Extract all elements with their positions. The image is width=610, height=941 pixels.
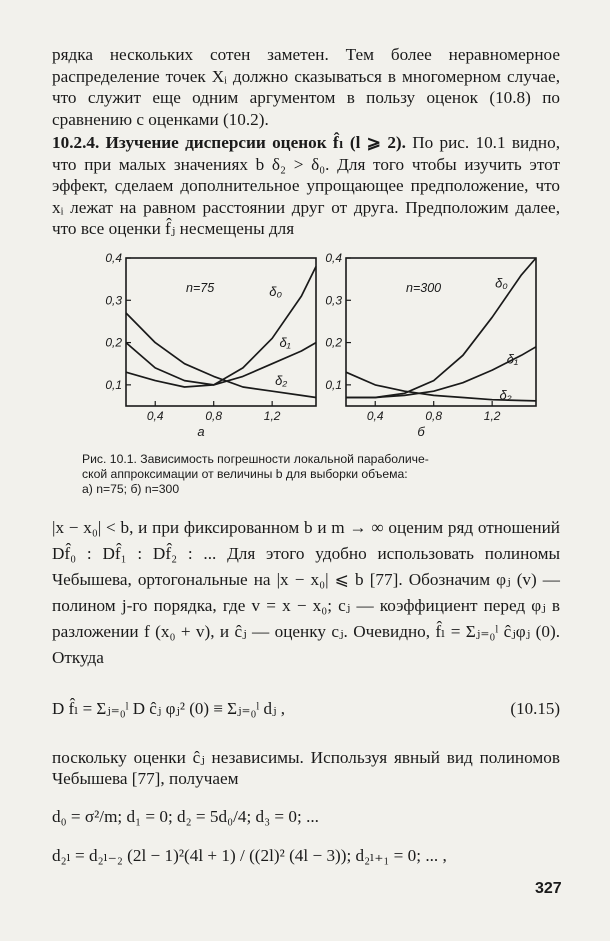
formula-1: d₀ = σ²/m; d₁ = 0; d₂ = 5d₀/4; d₃ = 0; ... xyxy=(52,806,319,826)
y-tick-label: 0,3 xyxy=(325,292,342,307)
plot-frame xyxy=(126,258,316,406)
paragraph-4: поскольку оценки ĉⱼ независимы. Используя явный вид полиномов Чебышева [77], получаем xyxy=(52,747,560,788)
figure-caption xyxy=(82,452,522,497)
section-heading: 10.2.4. Изучение дисперсии оценок f̂ₗ (l ⩾ 2). xyxy=(52,133,406,152)
series-label: δ₂ xyxy=(275,372,288,388)
paragraph-1: рядка нескольких сотен заметен. Тем более неравномерное распределение точек Xᵢ должно сказываться в многомерном случае, что служит еще одним аргументом в пользу оценок (10.8) по сравнению с оценками (10.2). xyxy=(52,45,560,129)
chart-title: n=75 xyxy=(186,280,215,295)
page-number: 327 xyxy=(535,880,562,897)
chart-b xyxy=(306,250,556,446)
equation-text: D f̂ₗ = Σⱼ₌₀ˡ D ĉⱼ φⱼ² (0) ≡ Σⱼ₌₀ˡ dⱼ , xyxy=(52,698,285,718)
caption-line-2: ской аппроксимации от величины b для выборки объема: xyxy=(82,466,408,481)
series-label: δ₁ xyxy=(506,351,519,367)
y-tick-label: 0,1 xyxy=(105,377,122,392)
series-label: δ₀ xyxy=(269,283,282,299)
x-tick-label: 1,2 xyxy=(263,408,281,423)
y-tick-label: 0,4 xyxy=(105,250,122,265)
y-tick-label: 0,2 xyxy=(325,335,342,350)
y-tick-label: 0,2 xyxy=(105,335,122,350)
series-line xyxy=(126,313,316,398)
formula-2: d₂ₗ = d₂ₗ₋₂ (2l − 1)²(4l + 1) / ((2l)² (4l − 3)); d₂ₗ₊₁ = 0; ... , xyxy=(52,846,447,865)
x-tick-label: 0,8 xyxy=(425,408,443,423)
series-label: δ₂ xyxy=(499,387,512,403)
equation-10-15 xyxy=(52,685,560,737)
caption-line-3: а) n=75; б) n=300 xyxy=(82,481,180,496)
x-tick-label: 0,4 xyxy=(146,408,164,423)
series-line xyxy=(126,266,316,387)
panel-label: а xyxy=(197,423,205,439)
y-tick-label: 0,3 xyxy=(105,292,122,307)
paragraph-3: |x − x₀| < b, и при фиксированном b и m → ∞ оценим ряд отношений Df̂₀ : Df̂₁ : Df̂₂ : ... Для этого удобно использовать полиномы Чебышева, ортогональные на |x − x₀| ⩽ b [77]. Обозначим φⱼ (v) — полином j-го порядка, где v = x − x₀; cⱼ — коэффициент перед φⱼ в разложении f (x₀ + v), и ĉⱼ — оценку cⱼ. Очевидно, f̂ₗ = Σⱼ₌₀ˡ ĉⱼφⱼ (0). Откуда xyxy=(52,517,560,667)
y-tick-label: 0,1 xyxy=(325,377,342,392)
caption-line-1: Рис. 10.1. Зависимость погрешности локальной параболиче- xyxy=(82,451,429,466)
x-tick-label: 1,2 xyxy=(483,408,501,423)
y-tick-label: 0,4 xyxy=(325,250,342,265)
figure-10-1 xyxy=(52,250,560,446)
chart-a xyxy=(86,250,336,446)
panel-label: б xyxy=(417,423,425,439)
paragraph-2 xyxy=(52,132,560,240)
paragraph-2-text: По рис. 10.1 видно, что при малых значениях b δ₂ > δ₀. Для того чтобы изучить этот эффект, сделаем дополнительное упрощающее предположение, что xᵢ лежат на равном расстоянии друг от друга. Предположим далее, что все оценки f̂ⱼ несмещены для xyxy=(52,133,560,238)
chart-title: n=300 xyxy=(406,280,442,295)
x-tick-label: 0,4 xyxy=(366,408,384,423)
equation-number: (10.15) xyxy=(510,698,560,718)
page-body xyxy=(52,44,560,867)
x-tick-label: 0,8 xyxy=(205,408,223,423)
series-label: δ₀ xyxy=(495,275,508,291)
series-label: δ₁ xyxy=(279,334,291,350)
